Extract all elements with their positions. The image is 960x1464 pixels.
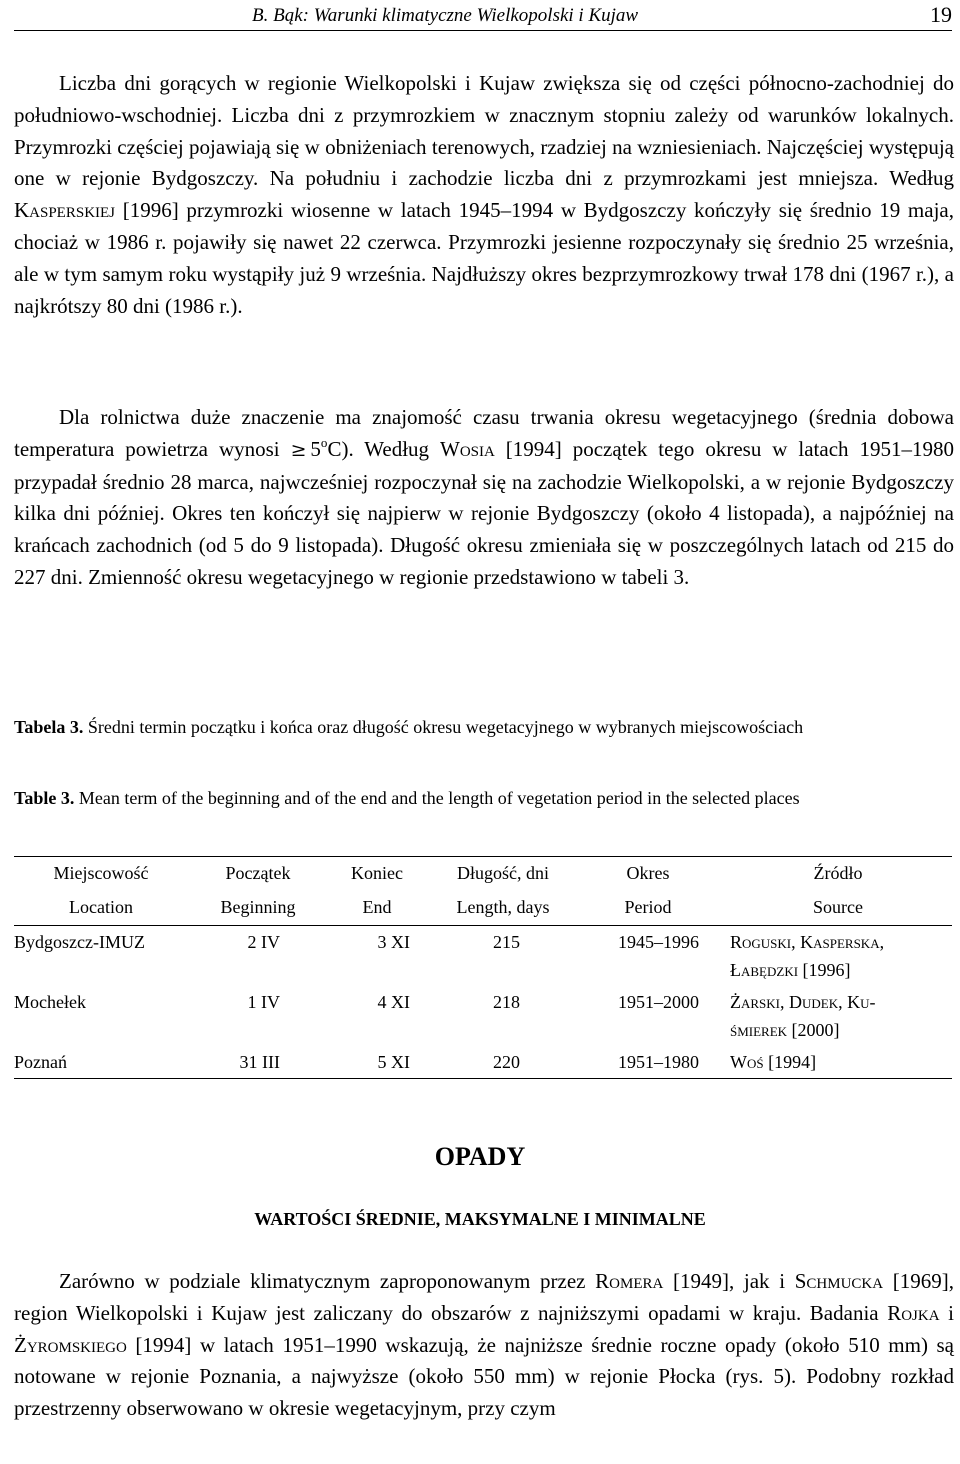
header-beginning-pl: Początek — [225, 863, 291, 883]
cell-length: 220 — [493, 1052, 520, 1072]
header-location-pl: Miejscowość — [53, 863, 149, 883]
paragraph-precipitation — [14, 1266, 954, 1425]
paragraph-text: [1949], jak i — [663, 1269, 795, 1293]
paragraph-text: [1994] początek tego okresu w latach 1951–1980 przypadał średnio 28 marca, najwcześniej rozpoczynał się na zachodzie Wielkopolski, a w rejonie Bydgoszczy kilka dni później. Okres ten kończył się najpierw w rejonie Bydgoszczy (około 4 listopada), a najpóźniej na krańcach zachodnich (od 5 do 9 listopada). Długość okresu zmieniała się w poszczególnych latach od 215 do 227 dni. Zmienność okresu wegetacyjnego w regionie przedstawiono w tabeli 3. — [14, 436, 954, 589]
header-period-pl: Okres — [626, 863, 670, 883]
header-end-en: End — [362, 897, 392, 917]
cell-end: 4 XI — [377, 992, 410, 1012]
header-end-pl: Koniec — [351, 863, 403, 883]
cell-start: 2 IV — [247, 932, 280, 952]
cell-period: 1951–1980 — [618, 1052, 699, 1072]
caption-label: Table 3. — [14, 788, 75, 808]
author-citation: Wosia — [440, 436, 495, 461]
header-length-en: Length, days — [456, 897, 550, 917]
author-citation: Żyromskiego — [14, 1332, 127, 1357]
paragraph-text: [1996] przymrozki wiosenne w latach 1945–1994 w Bydgoszczy kończyły się średnio 19 maja, chociaż w 1986 r. pojawiły się nawet 22 czerwca. Przymrozki jesienne rozpoczynały się średnio 25 września, ale w tym samym roku wystąpiły już 9 września. Najdłuższy okres bezprzymrozkowy trwał 178 dni (1967 r.), a najkrótszy 80 dni (1986 r.). — [14, 198, 954, 318]
section-subheading: WARTOŚCI ŚREDNIE, MAKSYMALNE I MINIMALNE — [254, 1209, 706, 1229]
cell-source-cont: śmierek [2000] — [730, 1020, 840, 1040]
cell-end: 5 XI — [377, 1052, 410, 1072]
author-citation: Romera — [595, 1269, 664, 1293]
paragraph-text: [1994] w latach 1951–1990 wskazują, że najniższe średnie roczne opady (około 510 mm) są notowane w rejonie Poznania, a najwyższe (około 550 mm) w rejonie Płocka (rys. 5). Podobny rozkład przestrzenny obserwowano w okresie wegetacyjnym, przy czym — [14, 1332, 954, 1421]
running-title: B. Bąk: Warunki klimatyczne Wielkopolski i Kujaw — [252, 5, 639, 26]
author-citation: Rojka — [887, 1300, 940, 1325]
cell-start: 31 III — [239, 1052, 280, 1072]
temperature-value: 5 — [310, 436, 321, 461]
page-number: 19 — [930, 2, 952, 27]
table-header-rule — [14, 925, 952, 926]
header-period-en: Period — [624, 897, 672, 917]
table-bottom-rule — [14, 1078, 952, 1079]
paragraph-text: Liczba dni gorących w regionie Wielkopolski i Kujaw zwiększa się od części północno-zachodniej do południowo-wschodniej. Liczba dni z przymrozkiem w znacznym stopniu zależy od warunków lokalnych. Przymrozki częściej pojawiają się w obniżeniach terenowych, rzadziej na wzniesieniach. Najczęściej występują one w rejonie Bydgoszczy. Na południu i zachodzie liczba dni z przymrozkami jest mniejsza. Według — [14, 71, 954, 191]
header-source-pl: Źródło — [813, 863, 863, 883]
cell-place: Bydgoszcz-IMUZ — [14, 932, 145, 952]
running-header — [14, 2, 952, 31]
caption-label: Tabela 3. — [14, 717, 84, 737]
paragraph-frost-days — [14, 68, 954, 322]
caption-text: Mean term of the beginning and of the end and the length of vegetation period in the selected places — [78, 788, 800, 808]
section-heading: OPADY — [434, 1142, 526, 1171]
table-caption-en — [14, 784, 954, 812]
caption-text: Średni termin początku i końca oraz długość okresu wegetacyjnego w wybranych miejscowościach — [87, 717, 804, 737]
cell-place: Mochełek — [14, 992, 86, 1012]
author-citation: Schmucka — [794, 1269, 884, 1293]
degree-mark: o — [320, 434, 328, 450]
header-length-pl: Długość, dni — [457, 863, 549, 883]
cell-source: Roguski, Kasperska, — [730, 932, 885, 952]
header-source-en: Source — [813, 897, 863, 917]
cell-place: Poznań — [14, 1052, 67, 1072]
paragraph-text: Zarówno w podziale klimatycznym zaproponowanym przez — [59, 1269, 596, 1293]
cell-source: Żarski, Dudek, Ku- — [730, 992, 876, 1012]
temperature-unit: C — [327, 436, 342, 461]
cell-period: 1951–2000 — [618, 992, 699, 1012]
header-beginning-en: Beginning — [220, 897, 296, 917]
table-caption-pl — [14, 713, 954, 741]
cell-start: 1 IV — [247, 992, 280, 1012]
cell-length: 215 — [493, 932, 520, 952]
paragraph-text: Dla rolnictwa duże znaczenie ma znajomość czasu trwania okresu wegetacyjnego (średnia dobowa temperatura powietrza wynosi — [14, 405, 954, 461]
cell-period: 1945–1996 — [618, 932, 699, 952]
cell-source: Woś [1994] — [730, 1052, 817, 1072]
cell-length: 218 — [493, 992, 520, 1012]
paragraph-text: i — [939, 1300, 954, 1325]
paragraph-vegetation-period — [14, 402, 954, 594]
greater-equal-symbol: ≥ — [290, 438, 307, 461]
cell-end: 3 XI — [377, 932, 410, 952]
cell-source-cont: Łabędzki [1996] — [730, 960, 851, 980]
paragraph-text: [1969], region Wielkopolski i Kujaw jest zaliczany do obszarów z najniższymi opadami w kraju. Badania — [14, 1269, 954, 1325]
header-location-en: Location — [69, 897, 133, 917]
paragraph-text: ). Według — [341, 436, 440, 461]
table-top-rule — [14, 856, 952, 857]
author-citation: Kasperskiej — [14, 198, 116, 223]
